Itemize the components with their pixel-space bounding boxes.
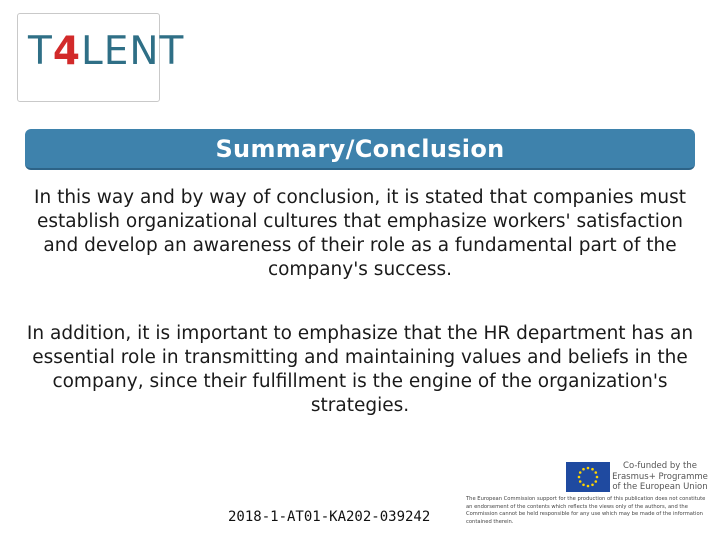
eu-disclaimer: The European Commission support for the production of this publication does not constitute an endorsement of the contents which reflects the views only of the authors, and the Commission cannot be held responsible for any use which may be made of the information contained therein. <box>466 496 706 525</box>
talent-logo <box>28 29 185 74</box>
page-title: Summary/Conclusion <box>215 134 505 163</box>
logo-highlight: 4 <box>52 29 81 74</box>
paragraph-hr-department: In addition, it is important to emphasize that the HR department has an essential role in transmitting and maintaining values and beliefs in the company, since their fulfillment is the engine of the organization's strategies. <box>26 323 694 416</box>
project-code: 2018-1-AT01-KA202-039242 <box>228 509 431 525</box>
logo-prefix: T <box>28 29 53 74</box>
logo-suffix: LENT <box>80 29 185 74</box>
eu-flag-icon <box>566 462 610 492</box>
eu-funding-label <box>612 461 708 493</box>
eu-line-2: Erasmus+ Programme <box>612 471 708 482</box>
logo-box <box>17 13 185 102</box>
title-banner <box>25 129 695 170</box>
paragraph-conclusion: In this way and by way of conclusion, it is stated that companies must establish organizational cultures that emphasize workers' satisfaction and develop an awareness of their role as a fundamental part of the company's success. <box>34 187 686 280</box>
eu-line-1: Co-funded by the <box>623 461 697 471</box>
eu-line-3: of the European Union <box>612 482 708 492</box>
